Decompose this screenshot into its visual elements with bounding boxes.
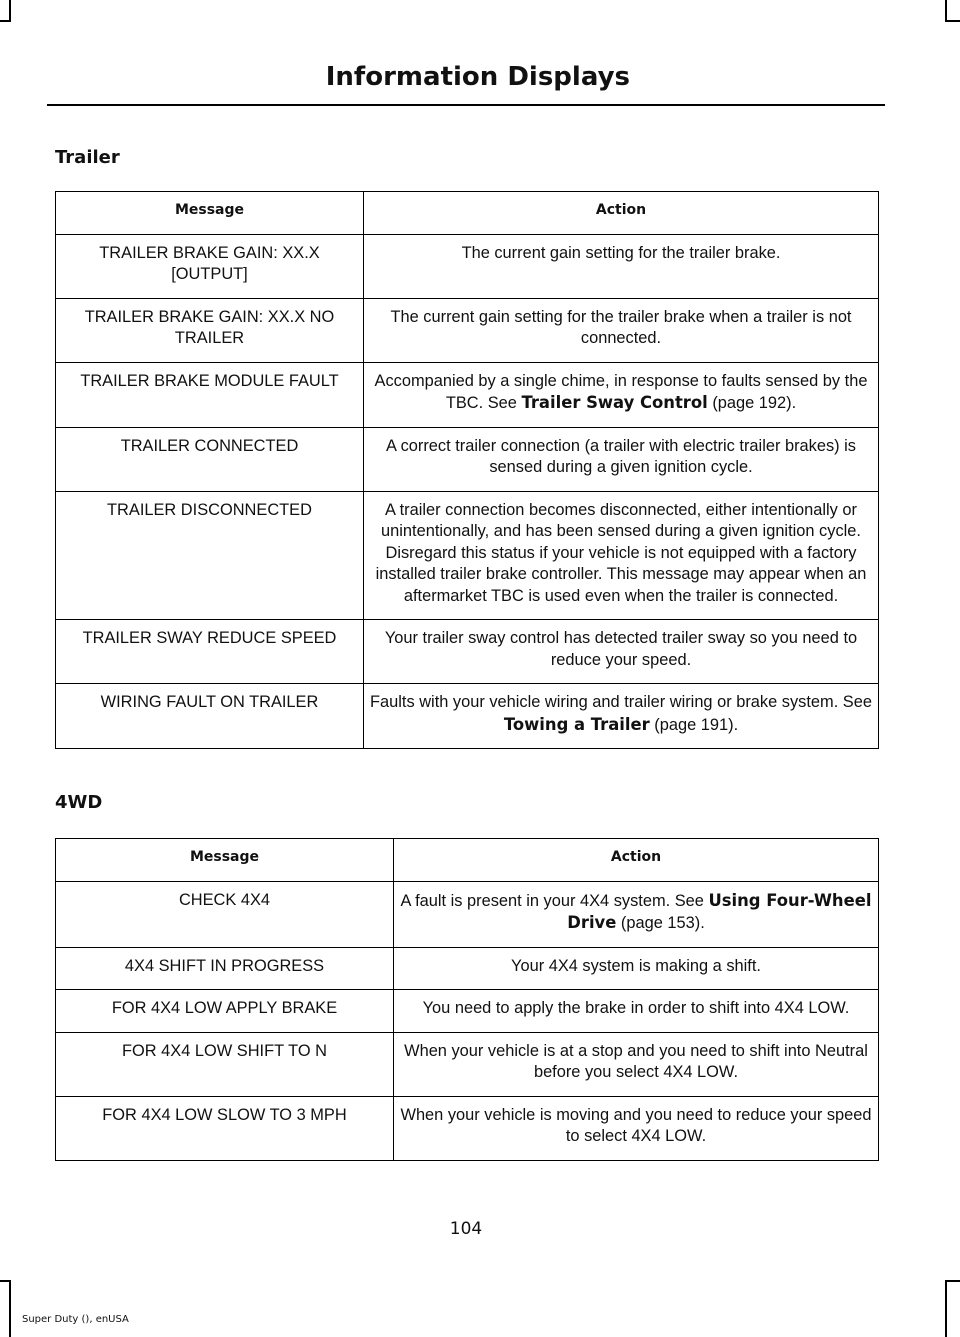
- message-cell: TRAILER BRAKE GAIN: XX.X NO TRAILER: [56, 298, 364, 362]
- action-cell: [364, 298, 879, 362]
- message-cell: 4X4 SHIFT IN PROGRESS: [56, 947, 394, 990]
- table-row: [56, 362, 879, 427]
- action-text: Faults with your vehicle wiring and trailer wiring or brake system. See: [370, 693, 872, 711]
- footer-edition: Super Duty (), enUSA: [22, 1314, 129, 1325]
- page-reference: (page 192).: [707, 394, 797, 412]
- action-text: The current gain setting for the trailer brake.: [461, 243, 781, 262]
- header-divider: [47, 104, 885, 106]
- page-header-title: Information Displays: [325, 62, 630, 92]
- action-cell: [394, 1096, 879, 1160]
- action-cell: [364, 234, 879, 298]
- message-cell: CHECK 4X4: [56, 881, 394, 947]
- page-number: 104: [449, 1219, 483, 1239]
- table-row: [56, 491, 879, 620]
- 4wd-message-table: [55, 838, 879, 1161]
- action-cell: [364, 427, 879, 491]
- crop-mark: [9, 1280, 11, 1337]
- crop-mark: [945, 0, 947, 20]
- crop-mark: [945, 20, 960, 22]
- message-cell: FOR 4X4 LOW APPLY BRAKE: [56, 990, 394, 1033]
- table-row: [56, 620, 879, 684]
- table-row: [56, 684, 879, 749]
- column-header-message: Message: [56, 192, 364, 235]
- crop-mark: [945, 1280, 960, 1282]
- page-reference: (page 191).: [649, 715, 739, 734]
- action-text: Your 4X4 system is making a shift.: [511, 956, 761, 975]
- table-row: [56, 298, 879, 362]
- table-row: [56, 1032, 879, 1096]
- crop-mark: [945, 1280, 947, 1337]
- action-cell: [394, 1032, 879, 1096]
- action-text: You need to apply the brake in order to shift into 4X4 LOW.: [422, 999, 850, 1017]
- cross-reference-link[interactable]: Using Four-Wheel Drive: [567, 890, 872, 932]
- table-header-row: [56, 839, 879, 882]
- action-cell: [394, 947, 879, 990]
- table-row: [56, 990, 879, 1033]
- action-text: A fault is present in your 4X4 system. See: [400, 891, 709, 910]
- table-row: [56, 947, 879, 990]
- message-cell: TRAILER SWAY REDUCE SPEED: [56, 620, 364, 684]
- action-text: The current gain setting for the trailer brake when a trailer is not connected.: [390, 307, 852, 347]
- crop-mark: [9, 0, 11, 20]
- section-title-trailer: Trailer: [55, 147, 120, 168]
- message-cell: TRAILER CONNECTED: [56, 427, 364, 491]
- table-header-row: [56, 192, 879, 235]
- action-cell: [364, 684, 879, 749]
- crop-mark: [0, 1280, 11, 1282]
- table-row: [56, 881, 879, 947]
- message-cell: TRAILER BRAKE GAIN: XX.X [OUTPUT]: [56, 234, 364, 298]
- action-cell: [364, 491, 879, 620]
- action-text: When your vehicle is moving and you need to reduce your speed to select 4X4 LOW.: [400, 1105, 872, 1145]
- table-row: [56, 234, 879, 298]
- column-header-action: Action: [394, 839, 879, 882]
- action-cell: [364, 362, 879, 427]
- table-row: [56, 427, 879, 491]
- action-text: Accompanied by a single chime, in response to faults sensed by the TBC. See: [374, 371, 868, 412]
- action-cell: [394, 881, 879, 947]
- message-cell: FOR 4X4 LOW SLOW TO 3 MPH: [56, 1096, 394, 1160]
- cross-reference-link[interactable]: Trailer Sway Control: [521, 393, 708, 412]
- action-cell: [394, 990, 879, 1033]
- cross-reference-link[interactable]: Towing a Trailer: [503, 714, 650, 734]
- action-text: Your trailer sway control has detected trailer sway so you need to reduce your speed.: [384, 629, 858, 669]
- table-row: [56, 1096, 879, 1160]
- action-text: When your vehicle is at a stop and you need to shift into Neutral before you select 4X4 LOW.: [404, 1041, 868, 1081]
- crop-mark: [0, 20, 11, 22]
- column-header-action: Action: [364, 192, 879, 235]
- page-reference: (page 153).: [616, 914, 705, 932]
- message-cell: TRAILER DISCONNECTED: [56, 491, 364, 620]
- column-header-message: Message: [56, 839, 394, 882]
- section-title-4wd: 4WD: [55, 792, 103, 813]
- message-cell: FOR 4X4 LOW SHIFT TO N: [56, 1032, 394, 1096]
- action-text: A correct trailer connection (a trailer with electric trailer brakes) is sensed during a given ignition cycle.: [385, 436, 857, 476]
- message-cell: TRAILER BRAKE MODULE FAULT: [56, 362, 364, 427]
- action-cell: [364, 620, 879, 684]
- action-text: A trailer connection becomes disconnected, either intentionally or unintentionally, and has been sensed during a given ignition cycle. Disregard this status if your vehicle is not equipped with a factory installed trailer brake controller. This message may appear when an aftermarket TBC is used even when the trailer is connected.: [375, 500, 867, 605]
- trailer-message-table: [55, 191, 879, 749]
- message-cell: WIRING FAULT ON TRAILER: [56, 684, 364, 749]
